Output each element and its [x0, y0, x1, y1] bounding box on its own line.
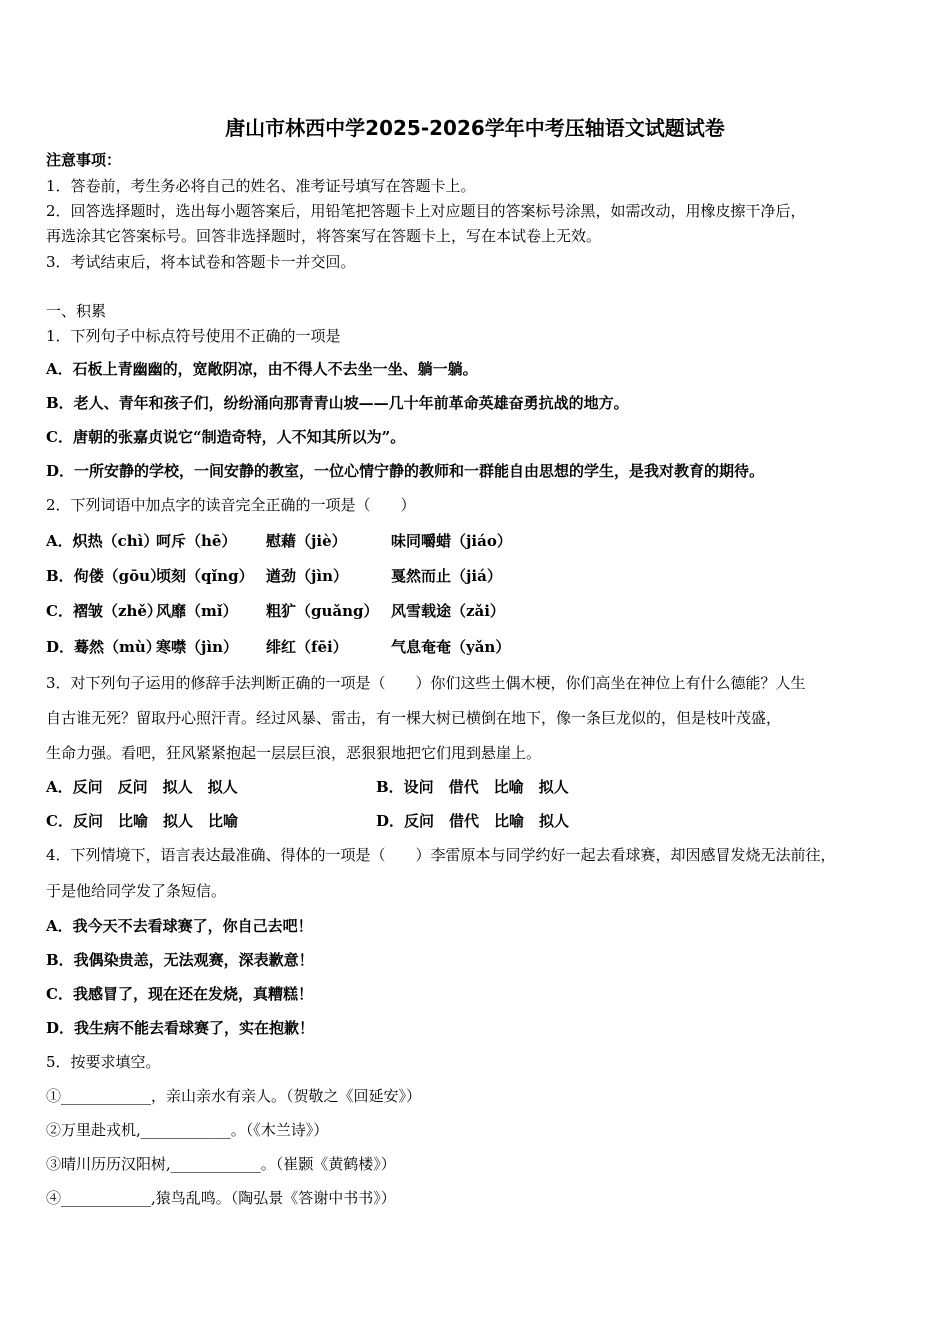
notice-item: 3．考试结束后，将本试卷和答题卡一并交回。	[46, 253, 356, 271]
word: 呵斥（hē）	[156, 532, 237, 550]
q4-option-c: C．我感冒了，现在还在发烧，真糟糕！	[46, 985, 313, 1003]
word: B．佝偻（gōu）	[46, 567, 166, 585]
notice-item: 再选涂其它答案标号。回答非选择题时，将答案写在答题卡上，写在本试卷上无效。	[46, 227, 602, 245]
word: 风雪载途（zǎi）	[391, 602, 505, 620]
q2-option-a	[46, 531, 512, 551]
q3-option-a: A．反问 反问 拟人 拟人	[46, 778, 238, 796]
page-title: 唐山市林西中学2025-2026学年中考压轴语文试题试卷	[225, 116, 725, 140]
q3-option-c: C．反问 比喻 拟人 比喻	[46, 812, 238, 830]
word: 风靡（mǐ）	[156, 602, 238, 620]
word: 遒劲（jìn）	[266, 567, 349, 585]
word: 戛然而止（jiá）	[391, 567, 502, 585]
word: 慰藉（jiè）	[266, 532, 347, 550]
fill-blank-item: ②万里赴戎机,____________。（《木兰诗》）	[46, 1121, 329, 1139]
q1-option-b: B．老人、青年和孩子们，纷纷涌向那青青山坡——几十年前革命英雄奋勇抗战的地方。	[46, 394, 629, 412]
q1-option-d: D．一所安静的学校，一间安静的教室，一位心情宁静的教师和一群能自由思想的学生，是我对教育的期待。	[46, 462, 765, 480]
word: 味同嚼蜡（jiáo）	[391, 532, 512, 550]
question-5-stem: 5．按要求填空。	[46, 1053, 161, 1071]
q4-option-a: A．我今天不去看球赛了，你自己去吧！	[46, 917, 313, 935]
q1-option-c: C．唐朝的张嘉贞说它“制造奇特，人不知其所以为”。	[46, 428, 406, 446]
word: 绯红（fēi）	[266, 638, 348, 656]
q1-option-a: A．石板上青幽幽的，宽敞阴凉，由不得人不去坐一坐、躺一躺。	[46, 360, 478, 378]
q3-option-d: D．反问 借代 比喻 拟人	[376, 812, 570, 830]
word: 顷刻（qǐng）	[156, 567, 254, 585]
q2-option-c	[46, 601, 505, 621]
q3-option-b: B．设问 借代 比喻 拟人	[376, 778, 569, 796]
q2-option-d	[46, 637, 510, 657]
section-heading: 一、积累	[46, 302, 107, 320]
fill-blank-item: ③晴川历历汉阳树,____________。（崔颢《黄鹤楼》）	[46, 1155, 396, 1173]
q4-option-d: D．我生病不能去看球赛了，实在抱歉！	[46, 1019, 315, 1037]
word: C．褶皱（zhě）	[46, 602, 162, 620]
q4-option-b: B．我偶染贵恙，无法观赛，深表歉意！	[46, 951, 314, 969]
word: 寒噤（jìn）	[156, 638, 239, 656]
fill-blank-item: ④____________,猿鸟乱鸣。（陶弘景《答谢中书书》）	[46, 1189, 396, 1207]
fill-blank-item: ①____________，亲山亲水有亲人。（贺敬之《回延安》）	[46, 1087, 422, 1105]
q2-option-b	[46, 566, 502, 586]
question-2-stem: 2．下列词语中加点字的读音完全正确的一项是（ ）	[46, 496, 416, 514]
question-4-stem: 4．下列情境下，语言表达最准确、得体的一项是（ ）李雷原本与同学约好一起去看球赛，却因感冒发烧无法前往，	[46, 846, 836, 864]
question-3-stem: 自古谁无死？留取丹心照汗青。经过风暴、雷击，有一棵大树已横倒在地下，像一条巨龙似的，但是枝叶茂盛，	[46, 709, 782, 727]
word: D．蓦然（mù）	[46, 638, 161, 656]
word: 气息奄奄（yǎn）	[391, 638, 511, 656]
word: 粗犷（guǎng）	[266, 602, 379, 620]
notice-item: 1．答卷前，考生务必将自己的姓名、准考证号填写在答题卡上。	[46, 177, 476, 195]
question-3-stem: 3．对下列句子运用的修辞手法判断正确的一项是（ ）你们这些土偶木梗，你们高坐在神位上有什么德能？人生	[46, 674, 806, 692]
notice-item: 2．回答选择题时，选出每小题答案后，用铅笔把答题卡上对应题目的答案标号涂黑，如需改动，用橡皮擦干净后，	[46, 202, 806, 220]
notice-heading: 注意事项：	[46, 151, 122, 169]
question-4-stem: 于是他给同学发了条短信。	[46, 882, 227, 900]
question-1-stem: 1．下列句子中标点符号使用不正确的一项是	[46, 327, 341, 345]
question-3-stem: 生命力强。看吧，狂风紧紧抱起一层层巨浪，恶狠狠地把它们甩到悬崖上。	[46, 744, 542, 762]
word: A．炽热（chì）	[46, 532, 159, 550]
